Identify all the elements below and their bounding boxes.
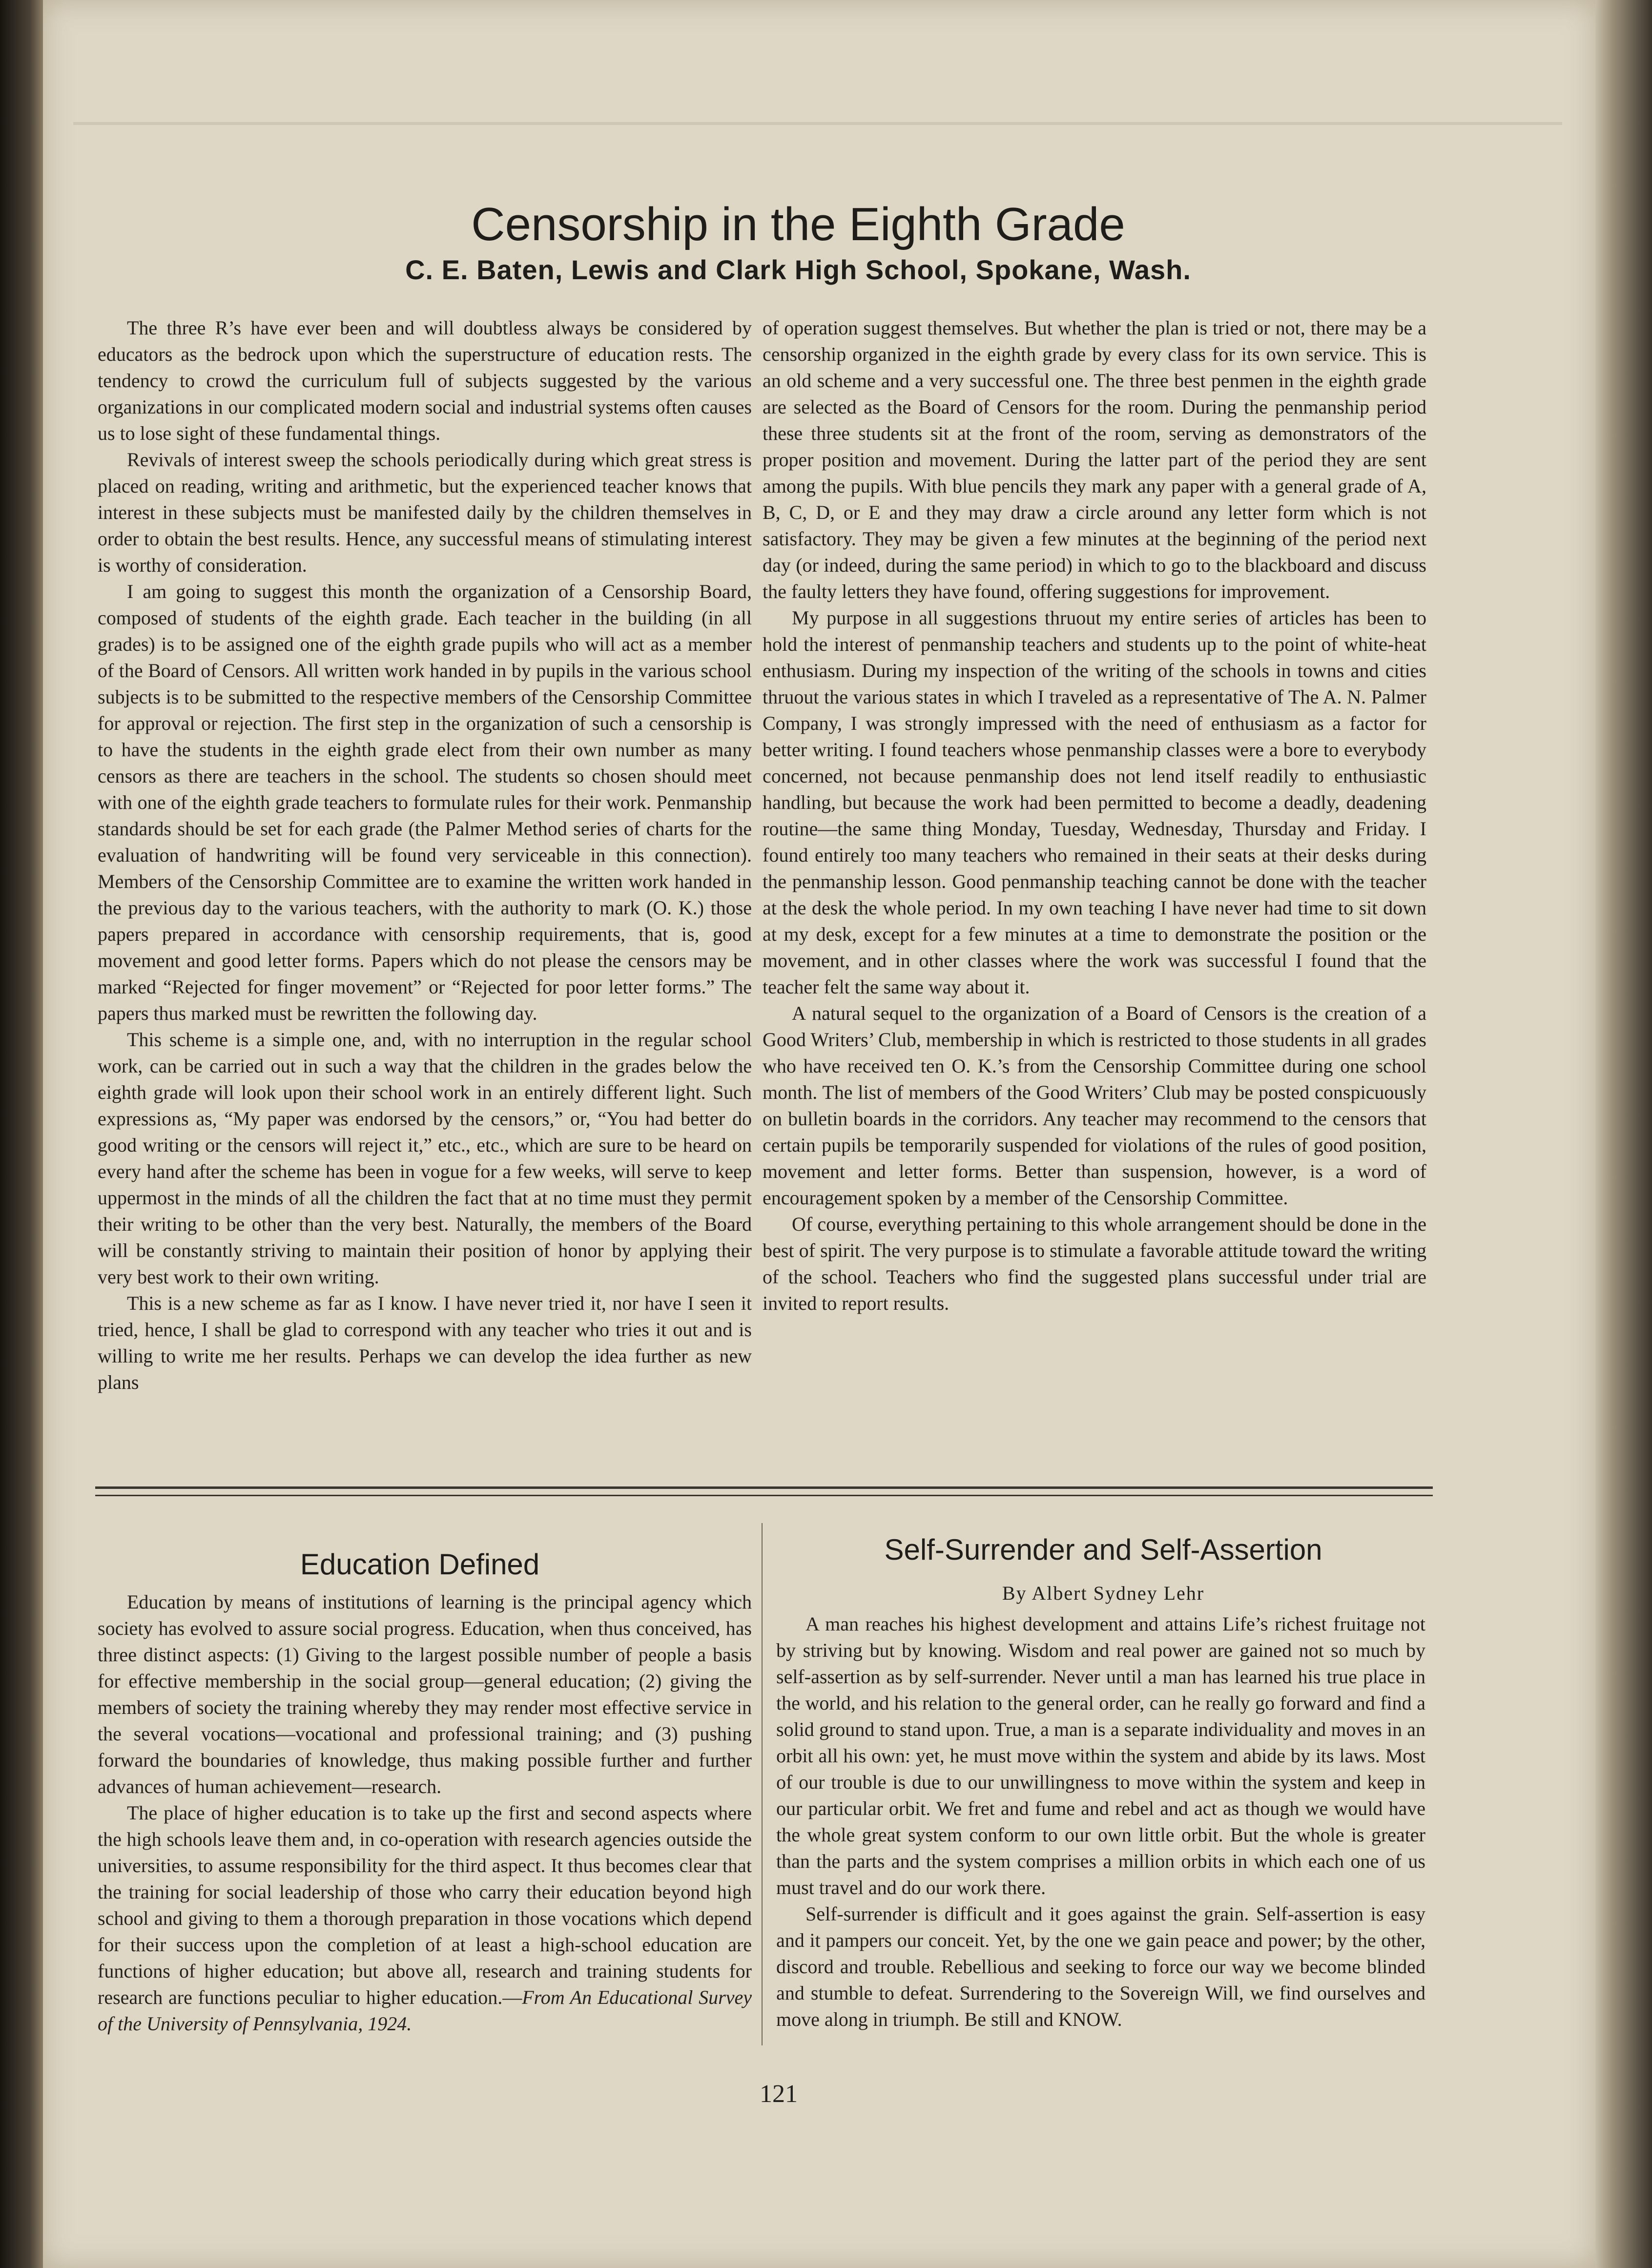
- paragraph: [98, 1800, 752, 2037]
- citation: From An Educational Survey of the University of Pennsylvania, 1924.: [98, 1986, 752, 2035]
- paragraph: This is a new scheme as far as I know. I have never tried it, nor have I seen it tried, hence, I shall be glad to correspond with any teacher who tries it out and is willing to write me her results. Perhaps we can develop the idea further as new plans: [98, 1292, 752, 1393]
- paragraph: Of course, everything pertaining to this whole arrangement should be done in the best of spirit. The very purpose is to stimulate a favorable attitude toward the writing of the school. Teachers who find the suggested plans successful under trial are invited to report results.: [763, 1213, 1426, 1314]
- page-edge: [1595, 0, 1652, 2268]
- education-defined-title: Education Defined: [300, 1548, 540, 1581]
- paragraph: Education by means of institutions of learning is the principal agency which society has evolved to assure social progress. Education, when thus conceived, has three distinct aspects: (1) Giving to the largest possible number of people a basis for effective membership in the social group—general education; (2) giving the members of society the training whereby they may render most effective service in the several vocations—vocational and professional training; and (3) pushing forward the boundaries of knowledge, thus making possible further and further advances of human achievement—research.: [98, 1591, 752, 1797]
- header-rule: [73, 122, 1562, 125]
- article-left-column: [98, 315, 752, 1396]
- paragraph: My purpose in all suggestions thruout my entire series of articles has been to hold the interest of penmanship teachers and students up to the point of white-heat enthusiasm. During my inspection of the writing of the schools in towns and cities thruout the various states in which I traveled as a representative of The A. N. Palmer Company, I was strongly impressed with the need of enthusiasm as a factor for better writing. I found teachers whose penmanship classes were a bore to everybody concerned, not because penmanship does not lend itself readily to enthusiastic handling, but because the work had been permitted to become a deadly, deadening routine—the same thing Monday, Tuesday, Wednesday, Thursday and Friday. I found entirely too many teachers who remained in their seats at their desks during the penmanship lesson. Good penmanship teaching cannot be done with the teacher at the desk the whole period. In my own teaching I have never had time to sit down at my desk, except for a few minutes at a time to demonstrate the position or the movement, and in other classes where the work was successful I found that the teacher felt the same way about it.: [763, 607, 1426, 998]
- paragraph: This scheme is a simple one, and, with no interruption in the regular school work, can be carried out in such a way that the children in the grades below the eighth grade will look upon their school work in an entirely different light. Such expressions as, “My paper was endorsed by the censors,” or, “You had better do good writing or the censors will reject it,” etc., etc., which are sure to be heard on every hand after the scheme has been in vogue for a few weeks, will serve to keep uppermost in the minds of all the children the fact that at no time must they permit their writing to be other than the very best. Naturally, the members of the Board will be constantly striving to maintain their position of honor by applying their very best work to their own writing.: [98, 1029, 752, 1288]
- paragraph: A man reaches his highest development and attains Life’s richest fruitage not by striving but by knowing. Wisdom and real power are gained not so much by self-assertion as by self-surrender. Never until a man has learned his true place in the world, and his relation to the general order, can he really go forward and find a solid ground to stand upon. True, a man is a separate individuality and moves in an orbit all his own: yet, he must move within the system and abide by its laws. Most of our trouble is due to our unwillingness to move within the system and keep in our particular orbit. We fret and fume and rebel and act as though we would have the whole great system conform to our own little orbit. But the whole is greater than the parts and the system comprises a million orbits in which each one of us must travel and do our work there.: [776, 1613, 1425, 1898]
- paragraph: of operation suggest themselves. But whether the plan is tried or not, there may be a censorship organized in the eighth grade by every class for its own service. This is an old scheme and a very successful one. The three best penmen in the eighth grade are selected as the Board of Censors for the room. During the penmanship period these three students sit at the front of the room, serving as demonstrators of the proper position and movement. During the latter part of the period they are sent among the pupils. With blue pencils they mark any paper with a general grade of A, B, C, D, or E and they may draw a circle around any letter form which is not satisfactory. They may be given a few minutes at the beginning of the period next day (or indeed, during the same period) in which to go to the blackboard and discuss the faulty letters they have found, offering suggestions for improvement.: [763, 317, 1426, 602]
- column-divider: [762, 1523, 763, 2045]
- article-title: Censorship in the Eighth Grade: [471, 198, 1125, 250]
- article-byline: C. E. Baten, Lewis and Clark High School, Spokane, Wash.: [405, 254, 1191, 285]
- section-divider-rule: [95, 1486, 1433, 1489]
- education-defined-body: [98, 1589, 752, 2037]
- page-number: 121: [760, 2080, 798, 2108]
- paragraph: Self-surrender is difficult and it goes against the grain. Self-assertion is easy and it pampers our conceit. Yet, by the one we gain peace and power; by the other, discord and trouble. Rebellious and seeking to force our way we become blinded and stumble to defeat. Surrendering to the Sovereign Will, we find ourselves and move along in triumph. Be still and KNOW.: [776, 1903, 1425, 2030]
- book-spine: [0, 0, 43, 2268]
- self-surrender-title: Self-Surrender and Self-Assertion: [884, 1533, 1322, 1566]
- article-right-column: [763, 315, 1426, 1317]
- paragraph: Revivals of interest sweep the schools periodically during which great stress is placed on reading, writing and arithmetic, but the experienced teacher knows that interest in these subjects must be manifested daily by the children themselves in order to obtain the best results. Hence, any successful means of stimulating interest is worthy of consideration.: [98, 449, 752, 576]
- self-surrender-author: By Albert Sydney Lehr: [1002, 1582, 1205, 1604]
- paragraph: I am going to suggest this month the organization of a Censorship Board, composed of students of the eighth grade. Each teacher in the building (in all grades) is to be assigned one of the eighth grade pupils who will act as a member of the Board of Censors. All written work handed in by pupils in the various school subjects is to be submitted to the respective members of the Censorship Committee for approval or rejection. The first step in the organization of such a censorship is to have the students in the eighth grade elect from their own number as many censors as there are teachers in the school. The students so chosen should meet with one of the eighth grade teachers to formulate rules for their work. Penmanship standards should be set for each grade (the Palmer Method series of charts for the evaluation of handwriting will be found very serviceable in this connection). Members of the Censorship Committee are to examine the written work handed in the previous day to the various teachers, with the authority to mark (O. K.) those papers prepared in accordance with censorship requirements, that is, good movement and good letter forms. Papers which do not please the censors may be marked “Rejected for finger movement” or “Rejected for poor letter forms.” The papers thus marked must be rewritten the following day.: [98, 580, 752, 1024]
- paragraph: A natural sequel to the organization of a Board of Censors is the creation of a Good Writers’ Club, membership in which is restricted to those students in all grades who have received ten O. K.’s from the Censorship Committee during one school month. The list of members of the Good Writers’ Club may be posted conspicuously on bulletin boards in the corridors. Any teacher may recommend to the censors that certain pupils be temporarily suspended for violations of the rules of good position, movement and letter forms. Better than suspension, however, is a word of encouragement spoken by a member of the Censorship Committee.: [763, 1002, 1426, 1209]
- section-divider-rule: [95, 1495, 1433, 1496]
- paragraph: The three R’s have ever been and will doubtless always be considered by educators as the bedrock upon which the superstructure of education rests. The tendency to crowd the curriculum full of subjects suggested by the various organizations in our complicated modern social and industrial systems often causes us to lose sight of these fundamental things.: [98, 317, 752, 444]
- paragraph-text: The place of higher education is to take up the first and second aspects where the high schools leave them and, in co-operation with research agencies outside the universities, to assume responsibility for the third aspect. It thus becomes clear that the training for social leadership of those who carry their education beyond high school and giving to them a thorough preparation in those vocations which depend for their success upon the completion of at least a high-school education are functions of higher education; but above all, research and training students for research are functions peculiar to higher education.—: [98, 1802, 752, 2008]
- self-surrender-body: [776, 1611, 1425, 2033]
